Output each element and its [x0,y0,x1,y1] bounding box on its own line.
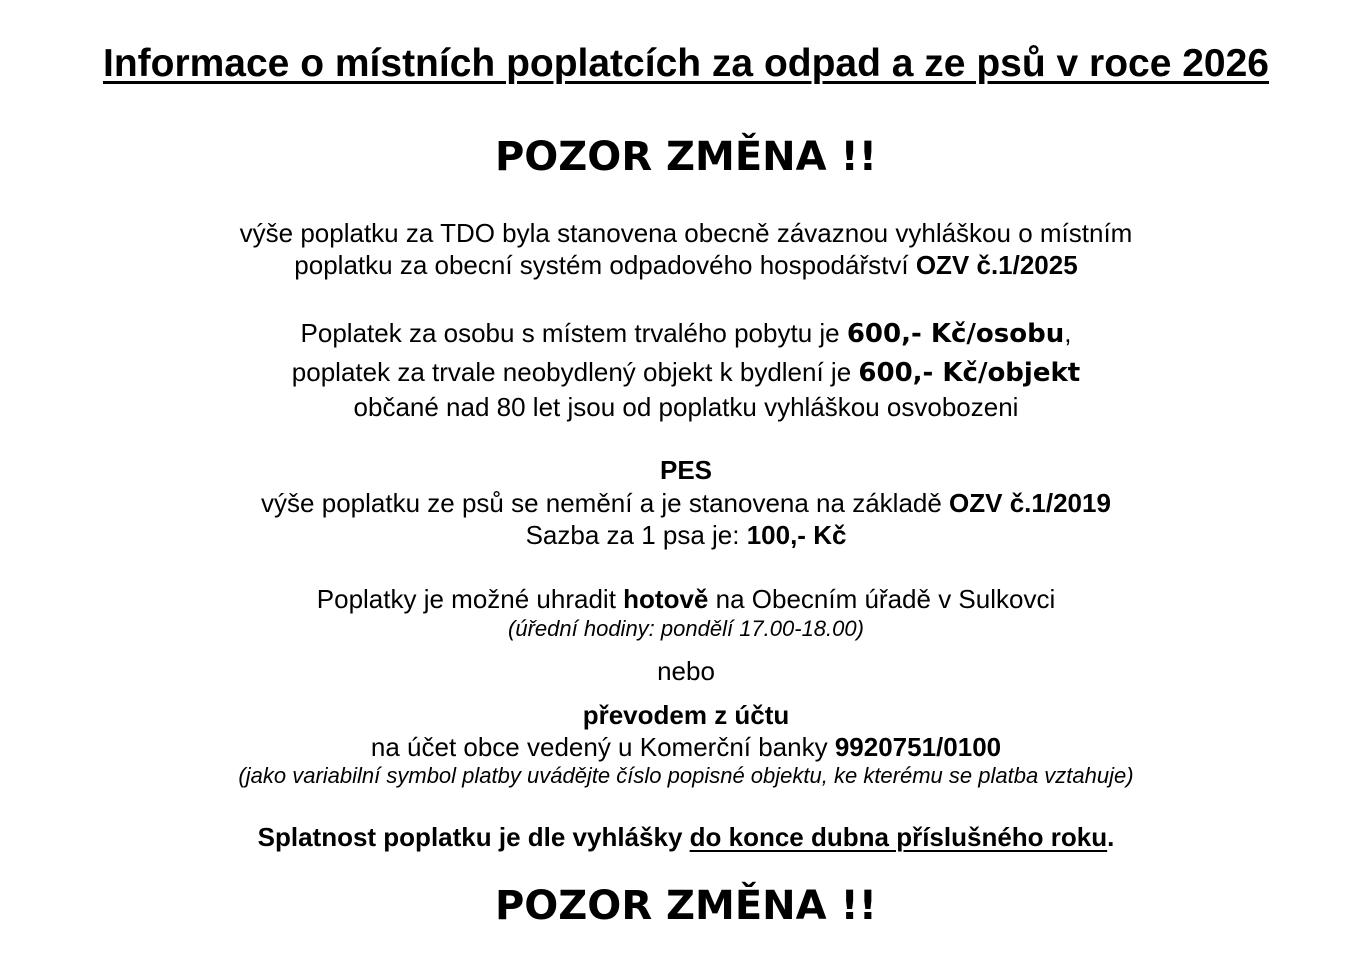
fee-person-amount: 600,- Kč/osobu [846,319,1065,349]
fee-person-line [0,320,1372,347]
tdo-line-2 [0,252,1372,278]
fee-object-amount: 600,- Kč/objekt [858,358,1081,388]
bank-account-text: na účet obce vedený u Komerční banky [370,732,835,762]
tdo-line-2-text: poplatku za obecní systém odpadového hospodářství [294,250,916,280]
dog-rate-text: Sazba za 1 psa je: [525,520,747,550]
deadline-date: do konce dubna příslušného roku [689,822,1108,852]
dog-line-1 [0,490,1372,516]
tdo-line-1: výše poplatku za TDO byla stanovena obecně závaznou vyhláškou o místním [239,218,1133,248]
tdo-ordinance-ref: OZV č.1/2025 [915,250,1078,280]
variable-symbol-note: (jako variabilní symbol platby uvádějte číslo popisné objektu, ke kterému se platba vztahuje) [238,763,1134,788]
bank-account-number: 9920751/0100 [834,732,1002,762]
payment-cash-text: Poplatky je možné uhradit [316,584,624,614]
dog-ordinance-ref: OZV č.1/2019 [949,488,1111,518]
warning-heading-bottom: POZOR ZMĚNA !! [494,883,878,929]
warning-heading-top: POZOR ZMĚNA !! [494,134,878,180]
dog-heading: PES [659,455,713,485]
fee-person-text: Poplatek za osobu s místem trvalého pobytu je [300,318,847,348]
office-hours: (úřední hodiny: pondělí 17.00-18.00) [508,616,864,641]
dog-rate-amount: 100,- Kč [746,520,847,550]
dog-rate-line [0,522,1372,548]
payment-cash-line [0,586,1372,612]
payment-cash-end: na Obecním úřadě v Sulkovci [708,584,1056,614]
fee-object-line [0,359,1372,386]
deadline-line [0,824,1372,850]
transfer-heading: převodem z účtu [582,700,790,730]
payment-or: nebo [657,656,715,686]
payment-cash-bold: hotově [623,584,709,614]
dog-line-1-text: výše poplatku ze psů se nemění a je stanovena na základě [261,488,950,518]
deadline-text: Splatnost poplatku je dle vyhlášky [257,822,690,852]
fee-person-end: , [1064,318,1072,348]
fee-exemption-line: občané nad 80 let jsou od poplatku vyhláškou osvobozeni [353,392,1019,422]
fee-object-text: poplatek za trvale neobydlený objekt k bydlení je [291,357,859,387]
bank-account-line [0,734,1372,760]
deadline-end: . [1107,822,1115,852]
page-title: Informace o místních poplatcích za odpad a ze psů v roce 2026 [102,42,1269,85]
